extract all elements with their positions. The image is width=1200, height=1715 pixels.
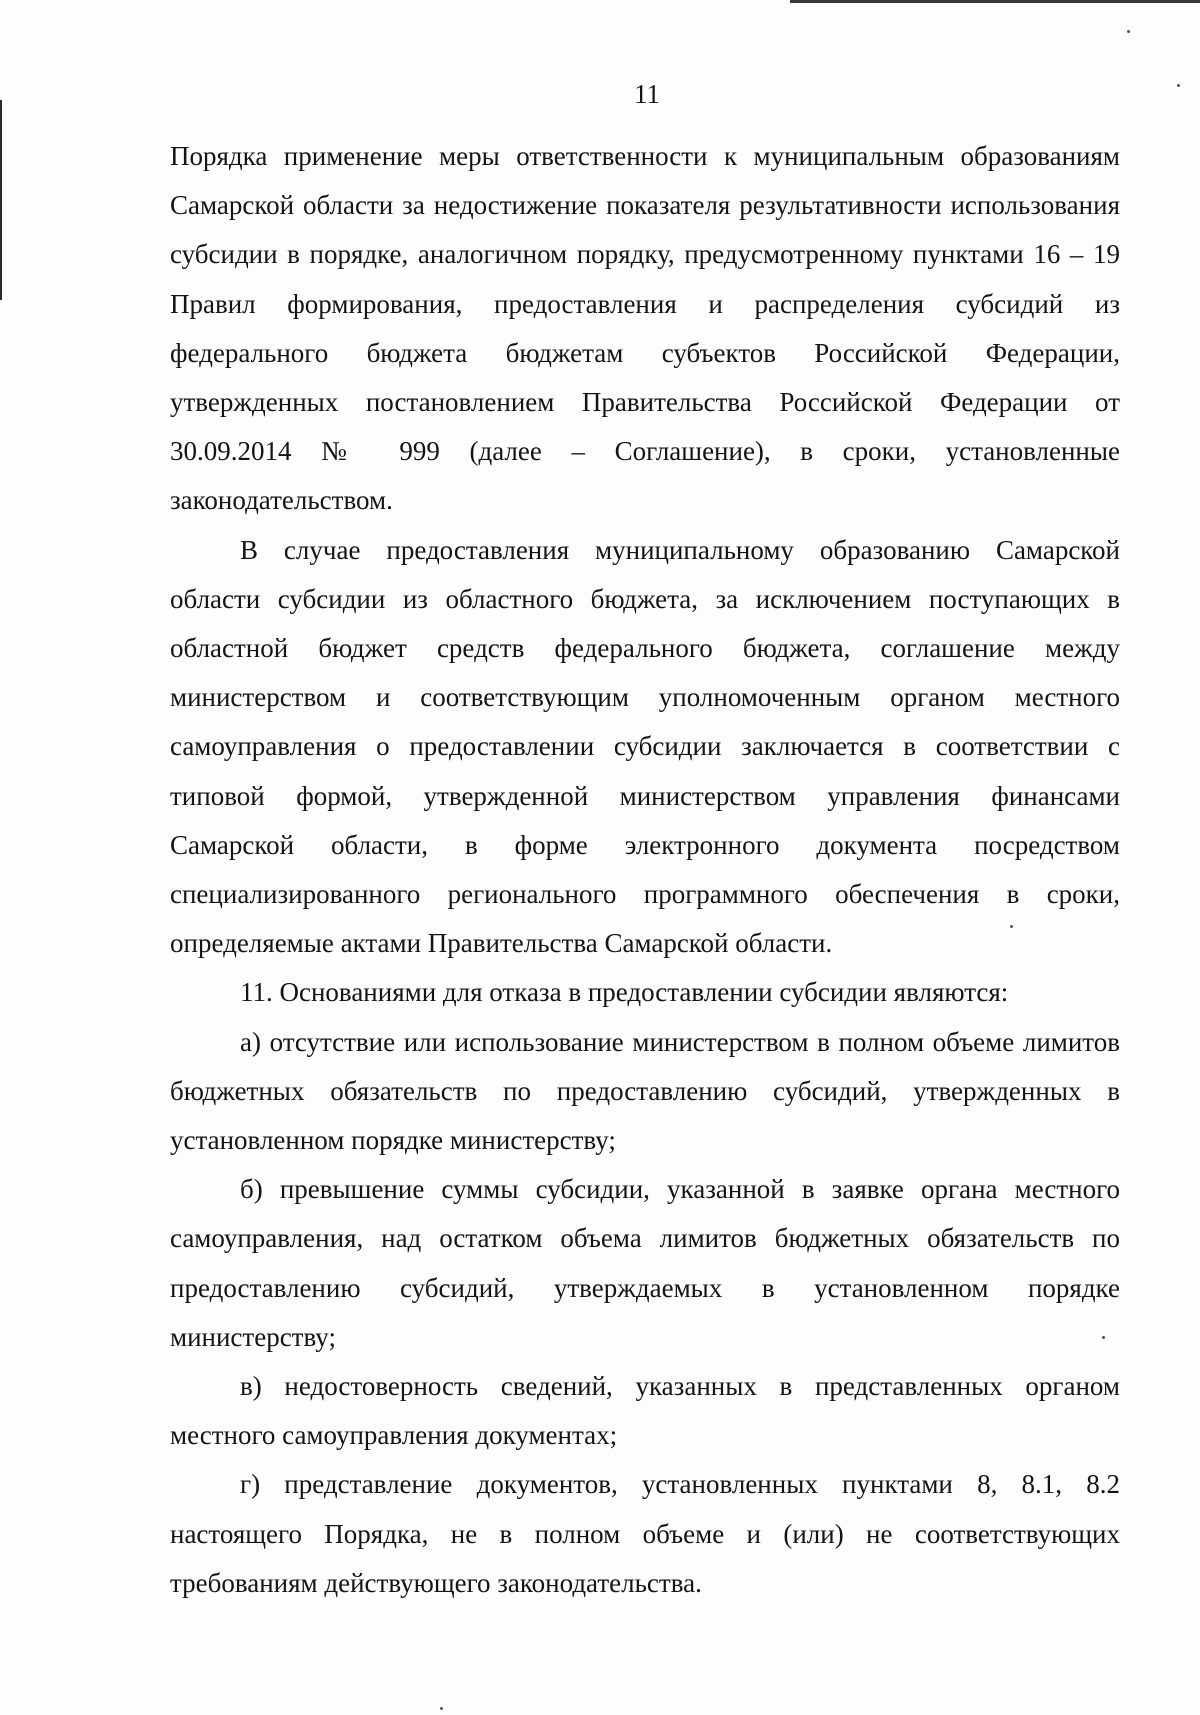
paragraph-agreement: В случае предоставления муниципальному образованию Самарской области субсидии из областного бюджета, за исключением поступающих в областной бюджет средств федерального бюджета, соглашение между министерством и соответствующим уполномоченным органом местного самоуправления о предоставлении субсидии заключается в соответствии с типовой формой, утвержденной министерством управления финансами Самарской области, в форме электронного документа посредством специализированного регионального программного обеспечения в сроки, определяемые актами Правительства Самарской области. (170, 534, 1120, 959)
scan-speck (440, 1707, 443, 1710)
paragraph-continuation: Порядка применение меры ответственности к муниципальным образованиям Самарской области за недостижение показателя результативности использования субсидии в порядке, аналогичном порядку, предусмотренному пунктами 16 – 19 Правил формирования, предоставления и распределения субсидий из федерального бюджета бюджетам субъектов Российской Федерации, утвержденных постановлением Правительства Российской Федерации от 30.09.2014 № 999 (далее – Соглашение), в сроки, установленные законодательством. (170, 141, 1120, 516)
paragraph-subitem-g: г) представление документов, установленных пунктами 8, 8.1, 8.2 настоящего Порядка, не в полном объеме и (или) не соответствующих требованиям действующего законодательства. (170, 1469, 1120, 1598)
paragraph-subitem-a: а) отсутствие или использование министерством в полном объеме лимитов бюджетных обязательств по предоставлению субсидий, утвержденных в установленном порядке министерству; (170, 1026, 1120, 1156)
scan-border-line (790, 0, 1200, 3)
page-number: 11 (634, 79, 660, 109)
scan-left-edge (0, 100, 2, 300)
paragraph-subitem-b: б) превышение суммы субсидии, указанной в заявке органа местного самоуправления, над остатком объема лимитов бюджетных обязательств по предоставлению субсидий, утверждаемых в установленном порядке министерству; (170, 1174, 1120, 1352)
document-body (170, 132, 1120, 1608)
paragraph-subitem-v: в) недостоверность сведений, указанных в представленных органом местного самоуправления документах; (170, 1371, 1120, 1451)
scan-speck (1127, 30, 1130, 33)
paragraph-item-11: 11. Основаниями для отказа в предоставлении субсидии являются: (240, 977, 1009, 1008)
